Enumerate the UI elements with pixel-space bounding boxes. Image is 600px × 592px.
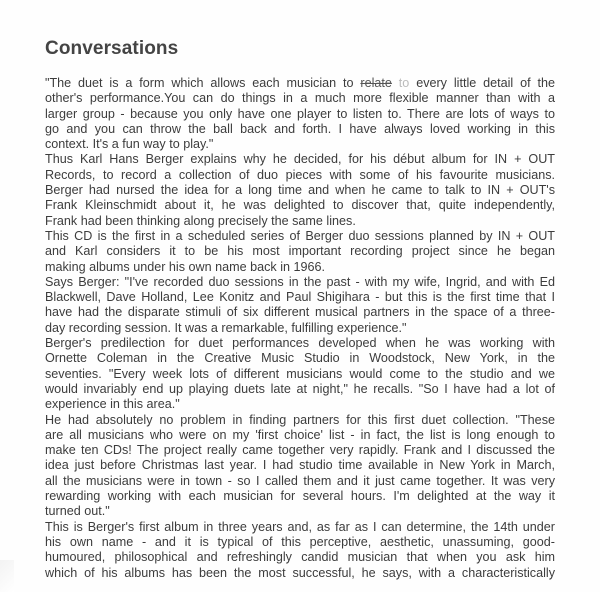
text-line-content: larger group - because you only have one player to listen to. There are lots of ways to [45, 106, 555, 121]
text-line [45, 244, 555, 259]
text-line [45, 474, 555, 489]
text-line [45, 458, 555, 473]
text-line-content: have had the disparate stimuli of six different musical partners in the space of a three- [45, 305, 555, 320]
text-line-content: turned out." [45, 504, 110, 519]
text-line-content: are all musicians who were on my 'first choice' list - in fact, the list is long enough to [45, 427, 555, 442]
text-line [45, 260, 555, 275]
text-line [45, 76, 555, 91]
text-line-content: go and you can throw the ball back and forth. I have always loved working in this [45, 121, 555, 136]
text-line [45, 443, 555, 458]
text-line-content: Berger's predilection for duet performances developed when he was working with [45, 336, 555, 351]
text-line-content: other's performance.You can do things in a much more flexible manner than with a [45, 91, 555, 106]
text-line-content: "The duet is a form which allows each musician to [45, 76, 361, 90]
text-line [45, 305, 555, 320]
text-line-content: Blackwell, Dave Holland, Lee Konitz and Paul Shigihara - but this is the first time that I [45, 290, 555, 305]
text-line-content: Frank had been thinking along precisely the same lines. [45, 213, 356, 228]
text-line [45, 397, 555, 412]
text-line [45, 122, 555, 137]
faint-word: to [391, 76, 417, 90]
page-title: Conversations [45, 38, 179, 59]
text-line-content: Thus Karl Hans Berger explains why he decided, for his début album for IN + OUT [45, 152, 555, 167]
text-line-content: day recording session. It was a remarkable, fulfilling experience." [45, 320, 407, 335]
text-line [45, 91, 555, 106]
text-line [45, 413, 555, 428]
text-line [45, 152, 555, 167]
text-line [45, 275, 555, 290]
text-line-content: making albums under his own name back in 1966. [45, 259, 326, 274]
text-line-content: would invariably end up playing duets late at night," he recalls. "So I have had a lot of [45, 381, 555, 396]
text-line-content: idea just before Christmas last year. I had studio time available in New York in March, [45, 458, 555, 473]
text-line-content: make ten CDs! The project really came together very rapidly. Frank and I discussed the [45, 443, 555, 458]
text-line [45, 336, 555, 351]
text-line-content: rewarding working with each musician for several hours. I'm delighted at the way it [45, 489, 555, 504]
text-line-content: Records, to record a collection of duo pieces with some of his favourite musicians. [45, 167, 555, 182]
text-line [45, 351, 555, 366]
text-line [45, 168, 555, 183]
text-line [45, 382, 555, 397]
text-line [45, 566, 555, 581]
text-line [45, 428, 555, 443]
text-line [45, 535, 555, 550]
text-line-content: seventies. "Every week lots of different musicians would come to the studio and we [45, 366, 555, 381]
text-line [45, 107, 555, 122]
article-body [45, 76, 555, 581]
text-line [45, 214, 555, 229]
text-line [45, 290, 555, 305]
text-line [45, 183, 555, 198]
text-line-content: which of his albums has been the most successful, he says, with a characteristically [45, 565, 555, 580]
text-line [45, 504, 555, 519]
text-line-content: all the musicians were in town - so I called them and it just came together. It was very [45, 473, 555, 488]
text-line-content: This is Berger's first album in three years and, as far as I can determine, the 14th under [45, 519, 555, 534]
text-line-content: Ornette Coleman in the Creative Music Studio in Woodstock, New York, in the [45, 351, 555, 366]
text-line-content: Berger had nursed the idea for a long time and when he came to talk to IN + OUT's [45, 183, 555, 198]
text-line-rest: every little detail of the [416, 76, 555, 90]
text-line [45, 321, 555, 336]
text-line-content: Says Berger: "I've recorded duo sessions in the past - with my wife, Ingrid, and with Ed [45, 274, 555, 289]
text-line [45, 550, 555, 565]
text-line-content: and Karl considers it to be his most important recording project since he began [45, 244, 555, 259]
text-line-content: experience in this area." [45, 397, 180, 412]
text-line-content: humoured, philosophical and refreshingly candid musician that when you ask him [45, 550, 555, 565]
text-line-content: context. It's a fun way to play." [45, 137, 214, 152]
text-line-content: This CD is the first in a scheduled series of Berger duo sessions planned by IN + OUT [45, 228, 555, 243]
text-line [45, 137, 555, 152]
text-line [45, 198, 555, 213]
text-line [45, 229, 555, 244]
page-corner-shadow [0, 560, 14, 592]
text-line-content: Frank Kleinschmidt about it, he was delighted to discover that, quite independently, [45, 198, 555, 213]
text-line [45, 520, 555, 535]
text-line-content: his own name - and it is typical of this perceptive, aesthetic, unassuming, good- [45, 534, 555, 549]
struck-word: relate [360, 76, 392, 90]
text-line-content: He had absolutely no problem in finding partners for this first duet collection. "These [45, 412, 555, 427]
text-line [45, 367, 555, 382]
text-line [45, 489, 555, 504]
